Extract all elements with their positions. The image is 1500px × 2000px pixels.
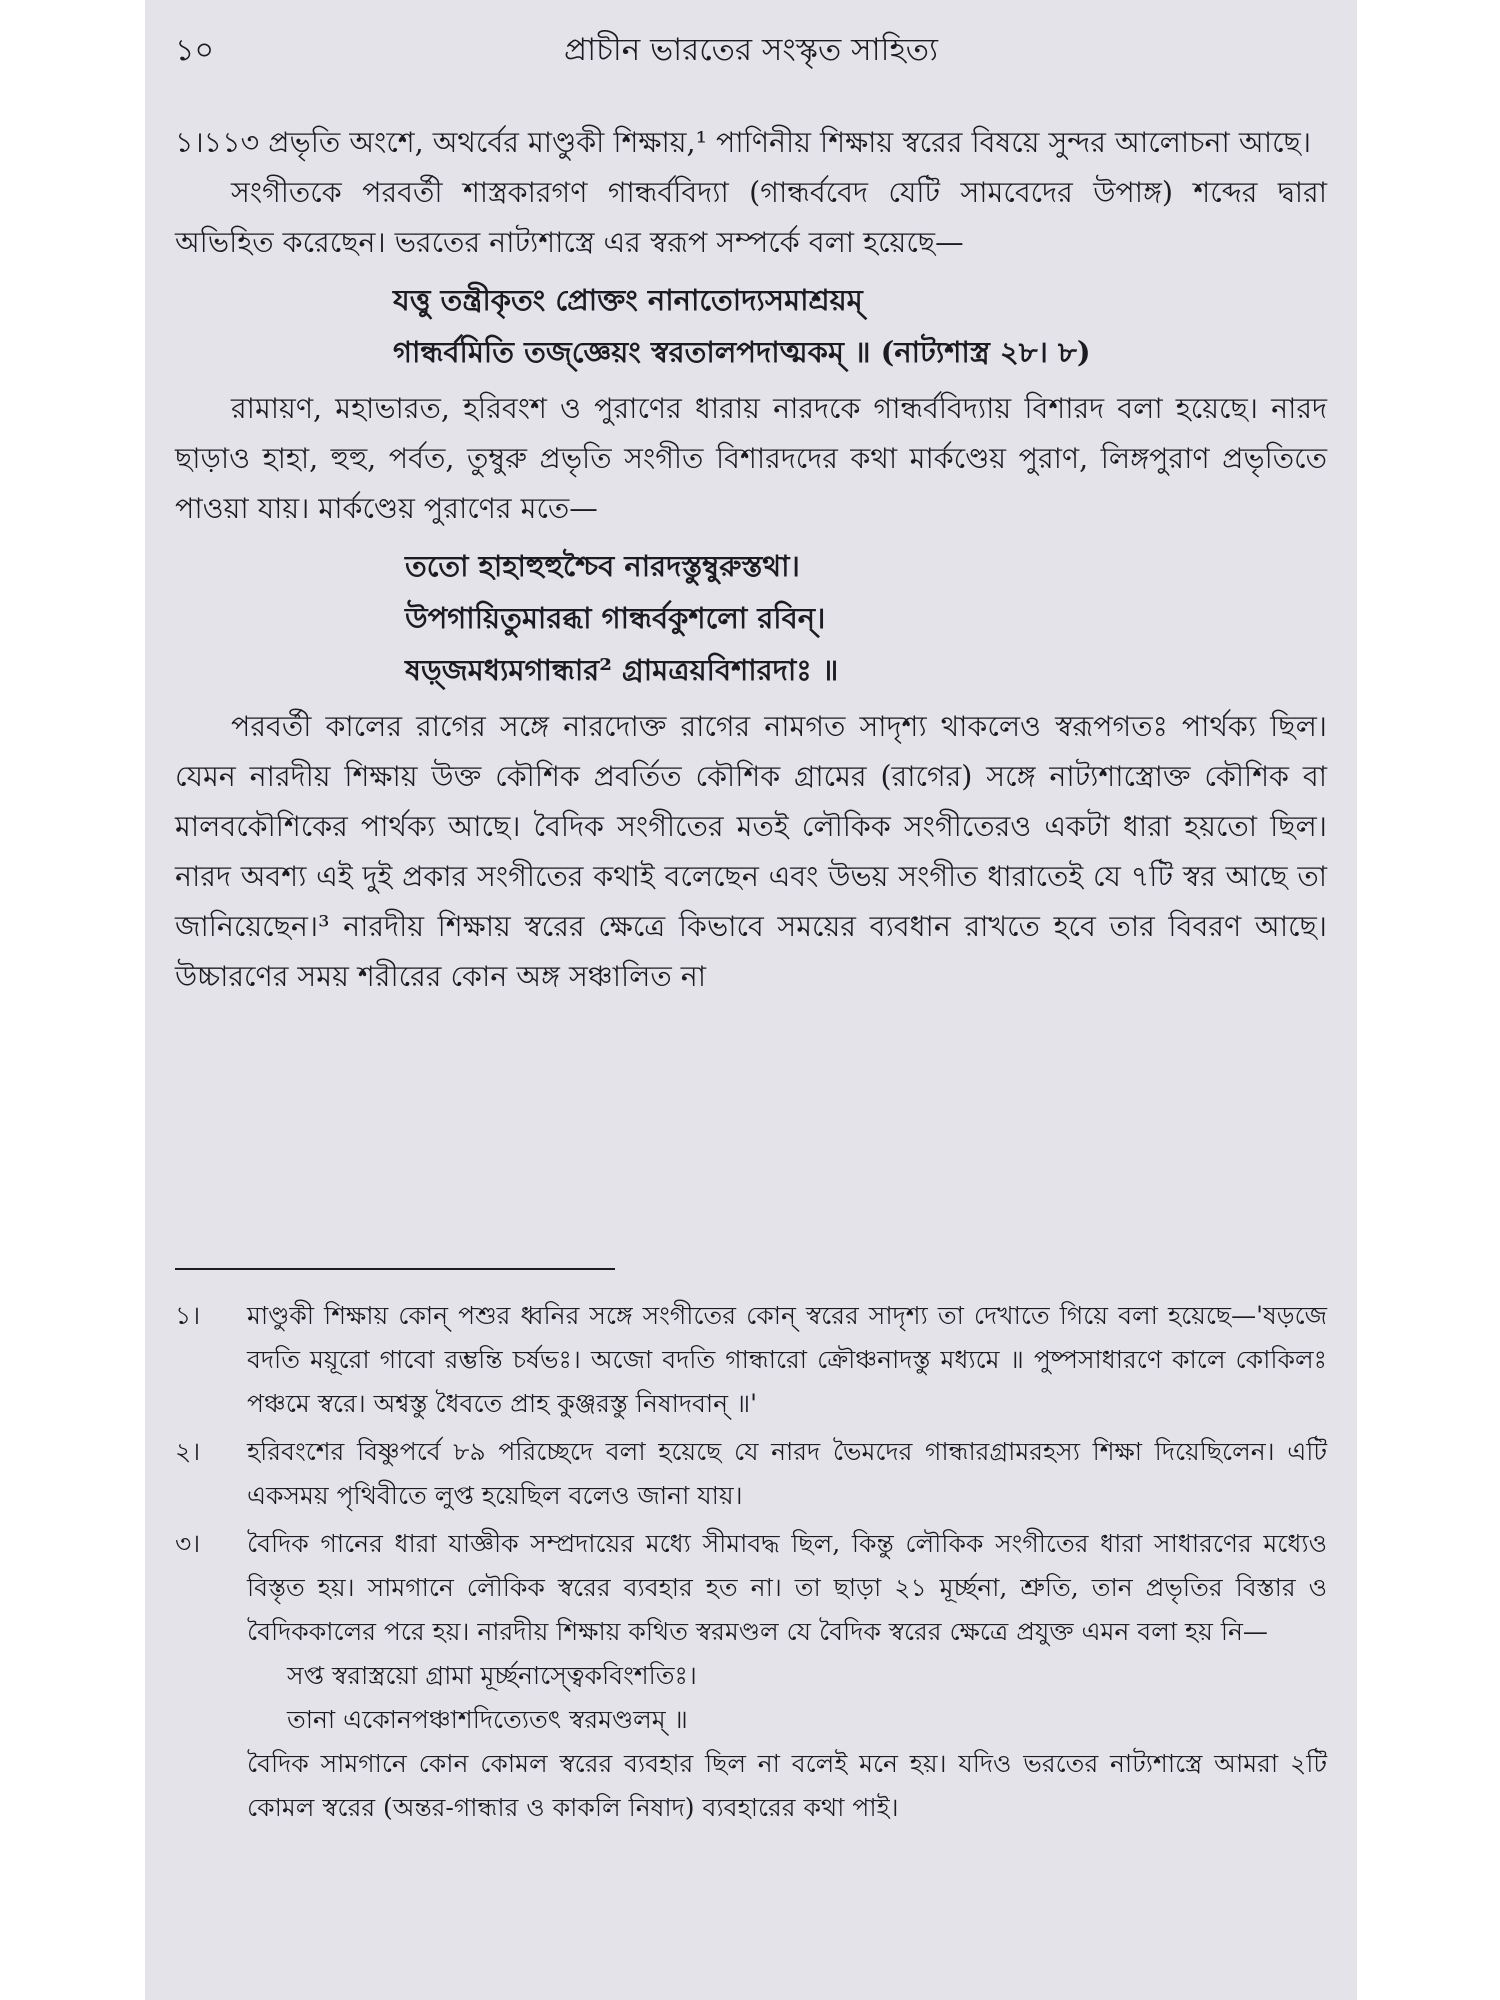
footnote-verse-line: সপ্ত স্বরাস্ত্রয়ো গ্রামা মূর্চ্ছনাস্ত্বেকবিংশতিঃ। xyxy=(287,1661,697,1690)
main-text xyxy=(175,118,1327,1002)
page-header xyxy=(175,26,1327,76)
verse-line: ততো হাহাহুহুশ্চৈব নারদস্তুম্বুরুস্তথা। xyxy=(405,549,800,583)
footnote-verse-line: তানা একোনপঞ্চাশদিত্যেতৎ স্বরমণ্ডলম্ ॥ xyxy=(287,1705,688,1734)
verse-markandeya xyxy=(175,540,1327,696)
footnote-3 xyxy=(175,1522,1327,1830)
footnote-text: হরিবংশের বিষ্ণুপর্বে ৮৯ পরিচ্ছেদে বলা হয়েছে যে নারদ ভৈমদের গান্ধারগ্রামরহস্য শিক্ষা দিয়েছিলেন। এটি একসময় পৃথিবীতে লুপ্ত হয়েছিল বলেও জানা যায়। xyxy=(247,1437,1327,1510)
verse-line: উপগায়িতুমারব্ধা গান্ধর্বকুশলো রবিন্। xyxy=(405,601,826,635)
footnote-number: ১। xyxy=(175,1301,201,1330)
page-number: ১০ xyxy=(175,33,214,68)
verse-natyashastra xyxy=(175,274,1327,378)
footnote-text: বৈদিক গানের ধারা যাজ্ঞীক সম্প্রদায়ের মধ্যে সীমাবদ্ধ ছিল, কিন্তু লৌকিক সংগীতের ধারা সাধারণের মধ্যেও বিস্তৃত হয়। সামগানে লৌকিক স্বরের ব্যবহার হত না। তা ছাড়া ২১ মূর্চ্ছনা, শ্রুতি, তান প্রভৃতির বিস্তার ও বৈদিককালের পরে হয়। নারদীয় শিক্ষায় কথিত স্বরমণ্ডল যে বৈদিক স্বরের ক্ষেত্রে প্রযুক্ত এমন বলা হয় নি— xyxy=(247,1529,1327,1646)
verse-line: গান্ধর্বমিতি তজ্‌জ্ঞেয়ং স্বরতালপদাত্মকম্ ॥ (নাট্যশাস্ত্র ২৮। ৮) xyxy=(393,335,1091,369)
book-page xyxy=(145,0,1357,2000)
verse-line: যত্তু তন্ত্রীকৃতং প্রোক্তং নানাতোদ্যসমাশ্রয়ম্ xyxy=(393,283,863,317)
footnote-divider xyxy=(175,1268,615,1270)
paragraph-2: সংগীতকে পরবর্তী শাস্ত্রকারগণ গান্ধর্ববিদ্যা (গান্ধর্ববেদ যেটি সামবেদের উপাঙ্গ) শব্দের দ্বারা অভিহিত করেছেন। ভরতের নাট্যশাস্ত্রে এর স্বরূপ সম্পর্কে বলা হয়েছে— xyxy=(175,176,1327,259)
footnotes xyxy=(175,1294,1327,1834)
paragraph-3: রামায়ণ, মহাভারত, হরিবংশ ও পুরাণের ধারায় নারদকে গান্ধর্ববিদ্যায় বিশারদ বলা হয়েছে। নারদ ছাড়াও হাহা, হুহু, পর্বত, তুম্বুরু প্রভৃতি সংগীত বিশারদদের কথা মার্কণ্ডেয় পুরাণ, লিঙ্গপুরাণ প্রভৃতিতে পাওয়া যায়। মার্কণ্ডেয় পুরাণের মতে— xyxy=(175,392,1327,525)
footnote-1 xyxy=(175,1294,1327,1426)
verse-line: ষড়্জমধ্যমগান্ধার² গ্রামত্রয়বিশারদাঃ ॥ xyxy=(405,653,839,687)
footnote-number: ৩। xyxy=(175,1529,201,1558)
footnote-text: মাণ্ডুকী শিক্ষায় কোন্ পশুর ধ্বনির সঙ্গে সংগীতের কোন্ স্বরের সাদৃশ্য তা দেখাতে গিয়ে বলা হয়েছে—'ষড়জে বদতি ময়ূরো গাবো রম্ভন্তি চর্ষভঃ। অজো বদতি গান্ধারো ক্রৌঞ্চনাদস্তু মধ্যমে ॥ পুষ্পসাধারণে কালে কোকিলঃ পঞ্চমে স্বরে। অশ্বস্তু ধৈবতে প্রাহ কুঞ্জরস্তু নিষাদবান্ ॥' xyxy=(247,1301,1327,1418)
footnote-number: ২। xyxy=(175,1437,201,1466)
running-title: প্রাচীন ভারতের সংস্কৃত সাহিত্য xyxy=(564,32,938,68)
paragraph-4: পরবর্তী কালের রাগের সঙ্গে নারদোক্ত রাগের নামগত সাদৃশ্য থাকলেও স্বরূপগতঃ পার্থক্য ছিল। যেমন নারদীয় শিক্ষায় উক্ত কৌশিক প্রবর্তিত কৌশিক গ্রামের (রাগের) সঙ্গে নাট্যশাস্ত্রোক্ত কৌশিক বা মালবকৌশিকের পার্থক্য আছে। বৈদিক সংগীতের মতই লৌকিক সংগীতেরও একটা ধারা হয়তো ছিল। নারদ অবশ্য এই দুই প্রকার সংগীতের কথাই বলেছেন এবং উভয় সংগীত ধারাতেই যে ৭টি স্বর আছে তা জানিয়েছেন।³ নারদীয় শিক্ষায় স্বরের ক্ষেত্রে কিভাবে সময়ের ব্যবধান রাখতে হবে তার বিবরণ আছে। উচ্চারণের সময় শরীরের কোন অঙ্গ সঞ্চালিত না xyxy=(175,710,1328,993)
footnote-2 xyxy=(175,1430,1327,1518)
paragraph-1: ১।১১৩ প্রভৃতি অংশে, অথর্বের মাণ্ডুকী শিক্ষায়,¹ পাণিনীয় শিক্ষায় স্বরের বিষয়ে সুন্দর আলোচনা আছে। xyxy=(175,126,1312,159)
footnote-text: বৈদিক সামগানে কোন কোমল স্বরের ব্যবহার ছিল না বলেই মনে হয়। যদিও ভরতের নাট্যশাস্ত্রে আমরা ২টি কোমল স্বরের (অন্তর-গান্ধার ও কাকলি নিষাদ) ব্যবহারের কথা পাই। xyxy=(247,1749,1327,1822)
